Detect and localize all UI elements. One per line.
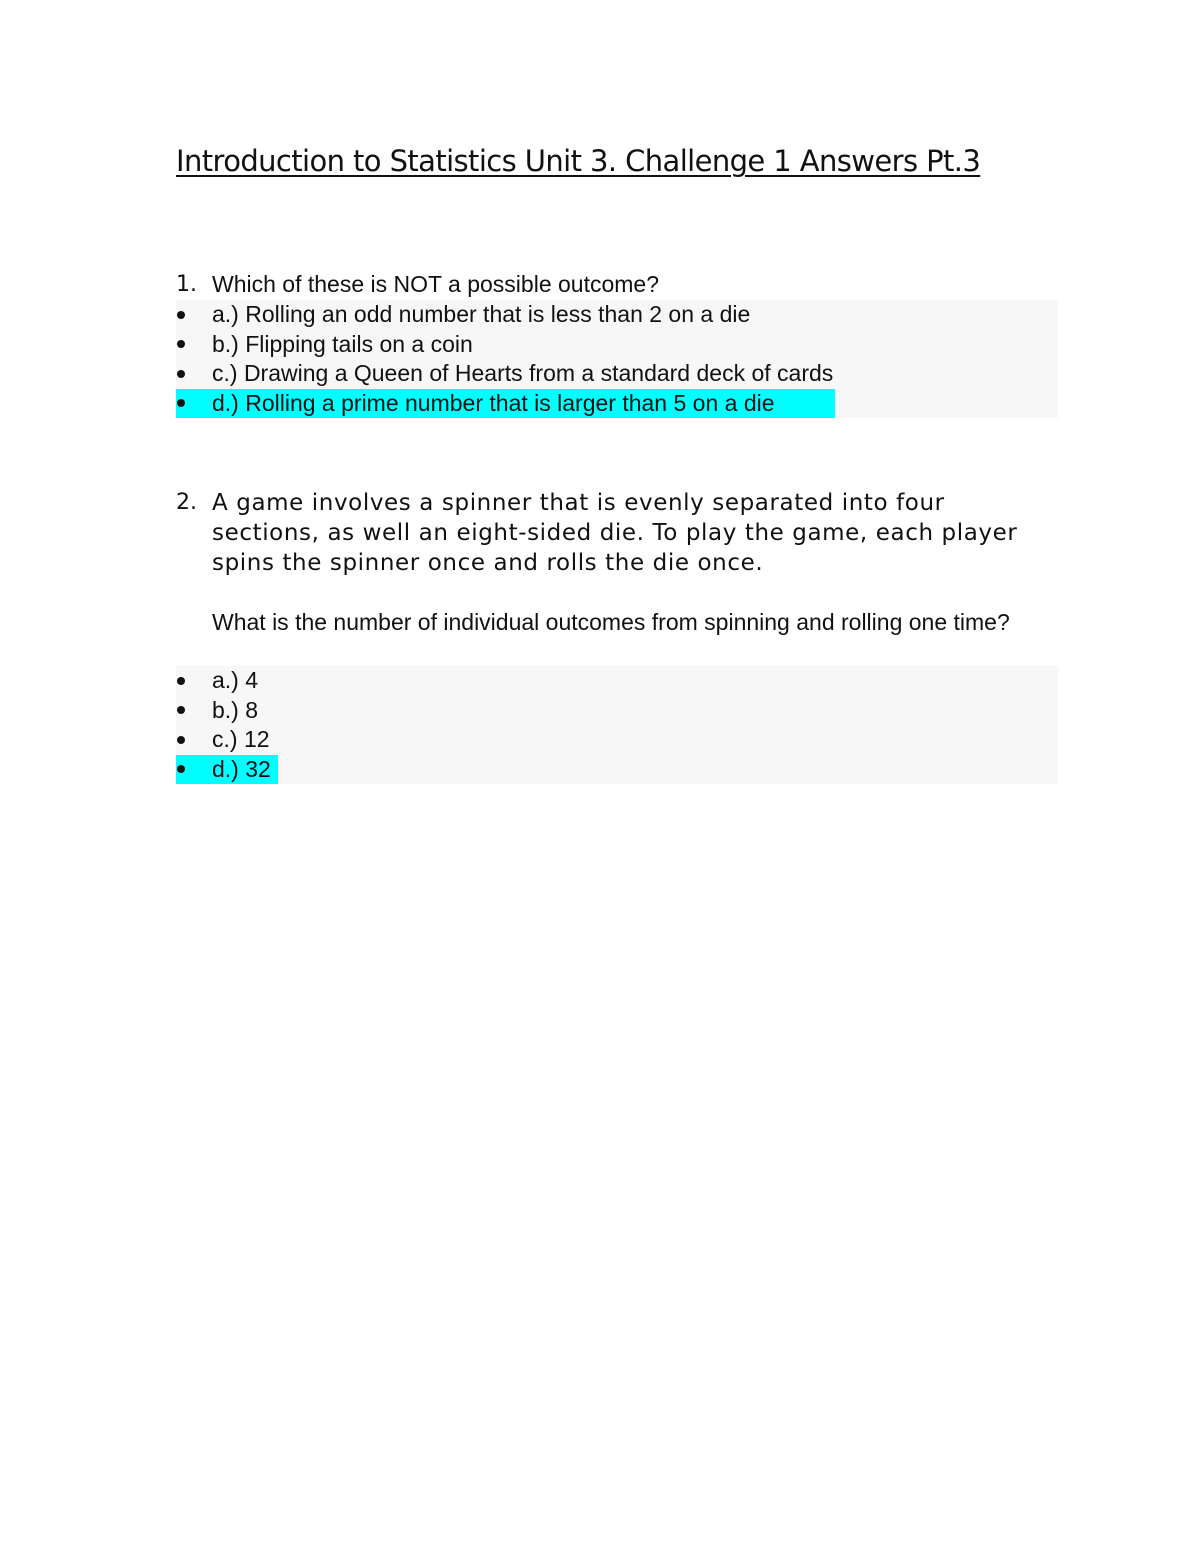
question-2-option-b: b.) 8 bbox=[176, 696, 1058, 726]
bullet-icon bbox=[176, 696, 212, 726]
bullet-icon bbox=[176, 359, 212, 389]
question-1-option-d-answer: d.) Rolling a prime number that is larger than 5 on a die bbox=[176, 389, 1058, 419]
question-2-prompt: What is the number of individual outcomes from spinning and rolling one time? bbox=[212, 609, 1010, 635]
question-1-option-c: c.) Drawing a Queen of Hearts from a standard deck of cards bbox=[176, 359, 1058, 389]
question-1-number: 1. bbox=[176, 272, 197, 297]
question-2-number: 2. bbox=[176, 490, 197, 515]
question-2-option-c: c.) 12 bbox=[176, 725, 1058, 755]
bullet-icon bbox=[176, 330, 212, 360]
question-1-option-b: b.) Flipping tails on a coin bbox=[176, 330, 1058, 360]
question-1-text: Which of these is NOT a possible outcome? bbox=[212, 271, 660, 297]
bullet-icon bbox=[176, 666, 212, 696]
document-title: Introduction to Statistics Unit 3. Challenge 1 Answers Pt.3 bbox=[176, 144, 981, 178]
bullet-icon bbox=[176, 389, 212, 419]
question-2-text: A game involves a spinner that is evenly separated into four sections, as well an eight-sided die. To play the game, each player spins the spinner once and rolls the die once. bbox=[212, 490, 1018, 576]
bullet-icon bbox=[176, 300, 212, 330]
bullet-icon bbox=[176, 755, 212, 785]
question-1-options bbox=[176, 300, 1058, 418]
bullet-icon bbox=[176, 725, 212, 755]
question-2-option-a: a.) 4 bbox=[176, 666, 1058, 696]
question-1-option-a: a.) Rolling an odd number that is less than 2 on a die bbox=[176, 300, 1058, 330]
question-2-options bbox=[176, 666, 1058, 784]
question-2-option-d-answer: d.) 32 bbox=[176, 755, 1058, 785]
